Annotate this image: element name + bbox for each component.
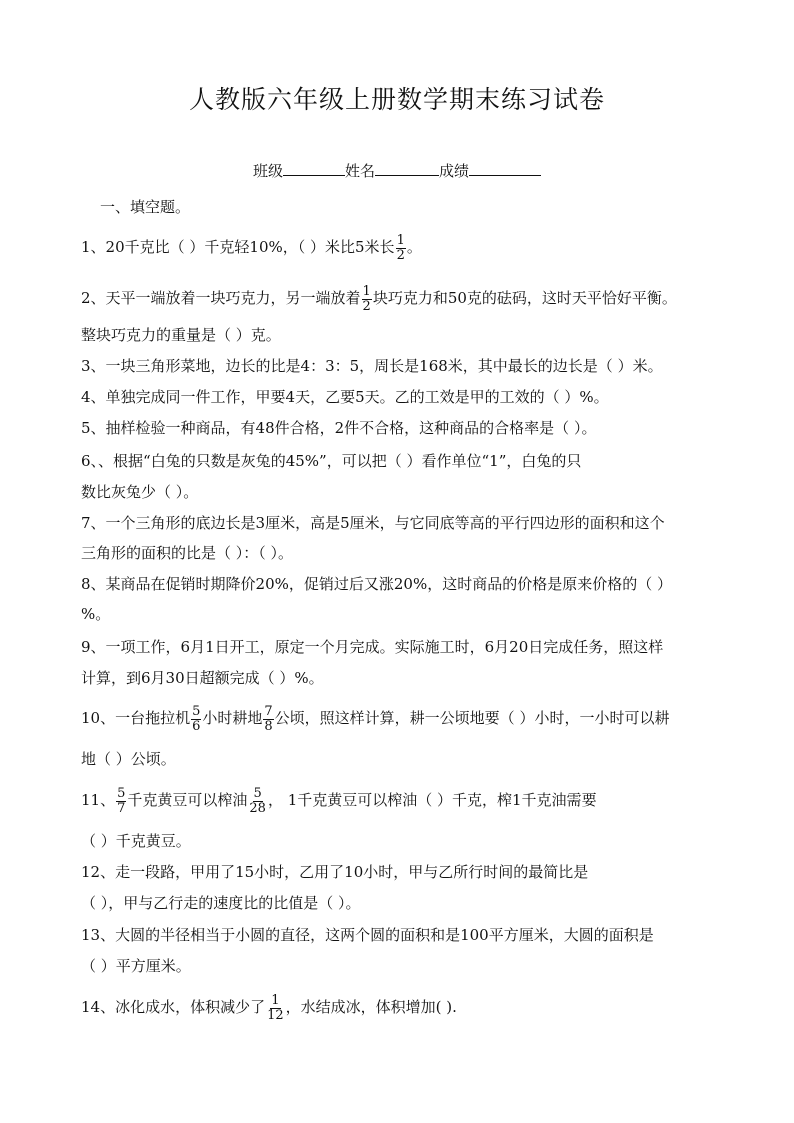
question-6-line-2: 数比灰兔少（ ）。 [81, 483, 199, 501]
section-heading: 一、填空题。 [100, 198, 191, 216]
fraction-numerator: 5 [192, 703, 201, 719]
question-text: 块巧克力和50克的砝码，这时天平恰好平衡。 [372, 289, 677, 307]
question-7: 7、一个三角形的底边长是3厘米，高是5厘米，与它同底等高的平行四边形的面积和这个 [81, 514, 665, 532]
question-5: 5、抽样检验一种商品，有48件合格，2件不合格，这种商品的合格率是（ ）。 [81, 419, 597, 437]
fraction [396, 234, 406, 263]
fraction-denominator: 28 [249, 800, 266, 816]
question-6: 6、、根据“白兔的只数是灰兔的45%”，可以把（ ）看作单位“1”，白兔的只 [81, 452, 582, 470]
fraction-numerator: 5 [253, 785, 262, 801]
question-text: 千克黄豆可以榨油 [127, 791, 248, 809]
fraction-denominator: 2 [362, 298, 371, 314]
fraction [116, 787, 126, 816]
score-label: 成绩 [439, 162, 470, 180]
class-blank[interactable] [283, 160, 345, 176]
score-blank[interactable] [469, 160, 541, 176]
question-8: 8、某商品在促销时期降价20%，促销过后又涨20%，这时商品的价格是原来价格的（ ） [81, 575, 672, 593]
question-text: ， 1千克黄豆可以榨油（ ）千克，榨1千克油需要 [267, 791, 597, 809]
question-1 [81, 232, 717, 263]
question-7-line-2: 三角形的面积的比是（ ）：（ ）。 [81, 544, 294, 562]
question-text: 11、 [81, 791, 116, 809]
fraction-denominator: 6 [192, 718, 201, 734]
fraction [191, 705, 201, 734]
fraction-denominator: 8 [264, 718, 273, 734]
fraction [362, 285, 372, 314]
fraction-denominator: 7 [117, 800, 126, 816]
fraction-denominator: 2 [396, 247, 405, 263]
question-text: 公顷，照这样计算，耕一公顷地要（ ）小时，一小时可以耕 [274, 709, 670, 727]
question-4: 4、单独完成同一件工作，甲要4天，乙要5天。乙的工效是甲的工效的（ ）%。 [81, 388, 609, 406]
question-3: 3、一块三角形菜地，边长的比是4：3：5，周长是168米，其中最长的边长是（ ）米。 [81, 357, 663, 375]
page-title: 人教版六年级上册数学期末练习试卷 [188, 85, 605, 114]
question-12: 12、走一段路，甲用了15小时，乙用了10小时，甲与乙所行时间的最简比是 [81, 863, 589, 881]
question-text: ，水结成冰，体积增加( ). [285, 998, 457, 1016]
fraction-numerator: 1 [396, 232, 405, 248]
question-text: 。 [406, 238, 422, 256]
question-text: 2、天平一端放着一块巧克力，另一端放着 [81, 289, 361, 307]
fraction-numerator: 1 [271, 992, 280, 1008]
fraction [266, 994, 285, 1023]
question-11-line-2: （ ）千克黄豆。 [81, 832, 191, 850]
question-9-line-2: 计算，到6月30日超额完成（ ）%。 [81, 669, 324, 687]
class-label: 班级 [252, 162, 283, 180]
question-text: 10、一台拖拉机 [81, 709, 191, 727]
fraction [263, 705, 273, 734]
fraction-numerator: 1 [362, 283, 371, 299]
fraction-numerator: 5 [117, 785, 126, 801]
question-13: 13、大圆的半径相当于小圆的直径，这两个圆的面积和是100平方厘米，大圆的面积是 [81, 926, 654, 944]
question-2-line-2: 整块巧克力的重量是（ ）克。 [81, 326, 281, 344]
fraction-numerator: 7 [264, 703, 273, 719]
question-11 [81, 785, 717, 816]
question-13-line-2: （ ）平方厘米。 [81, 957, 191, 975]
question-text: 小时耕地 [202, 709, 263, 727]
fraction-denominator: 12 [267, 1007, 284, 1023]
question-10 [81, 703, 717, 734]
question-2 [81, 283, 717, 314]
question-8-line-2: %。 [81, 605, 111, 623]
student-info-line [0, 160, 794, 181]
question-text: 1、20千克比（ ）千克轻10%，（ ）米比5米长 [81, 238, 395, 256]
question-9: 9、一项工作，6月1日开工，原定一个月完成。实际施工时，6月20日完成任务，照这样 [81, 638, 664, 656]
question-14 [81, 992, 717, 1023]
question-10-line-2: 地（ ）公顷。 [81, 750, 176, 768]
question-text: 14、冰化成水，体积减少了 [81, 998, 266, 1016]
question-12-line-2: （ ），甲与乙行走的速度比的比值是（ ）。 [81, 894, 361, 912]
fraction [248, 787, 267, 816]
name-label: 姓名 [344, 162, 375, 180]
name-blank[interactable] [375, 160, 439, 176]
